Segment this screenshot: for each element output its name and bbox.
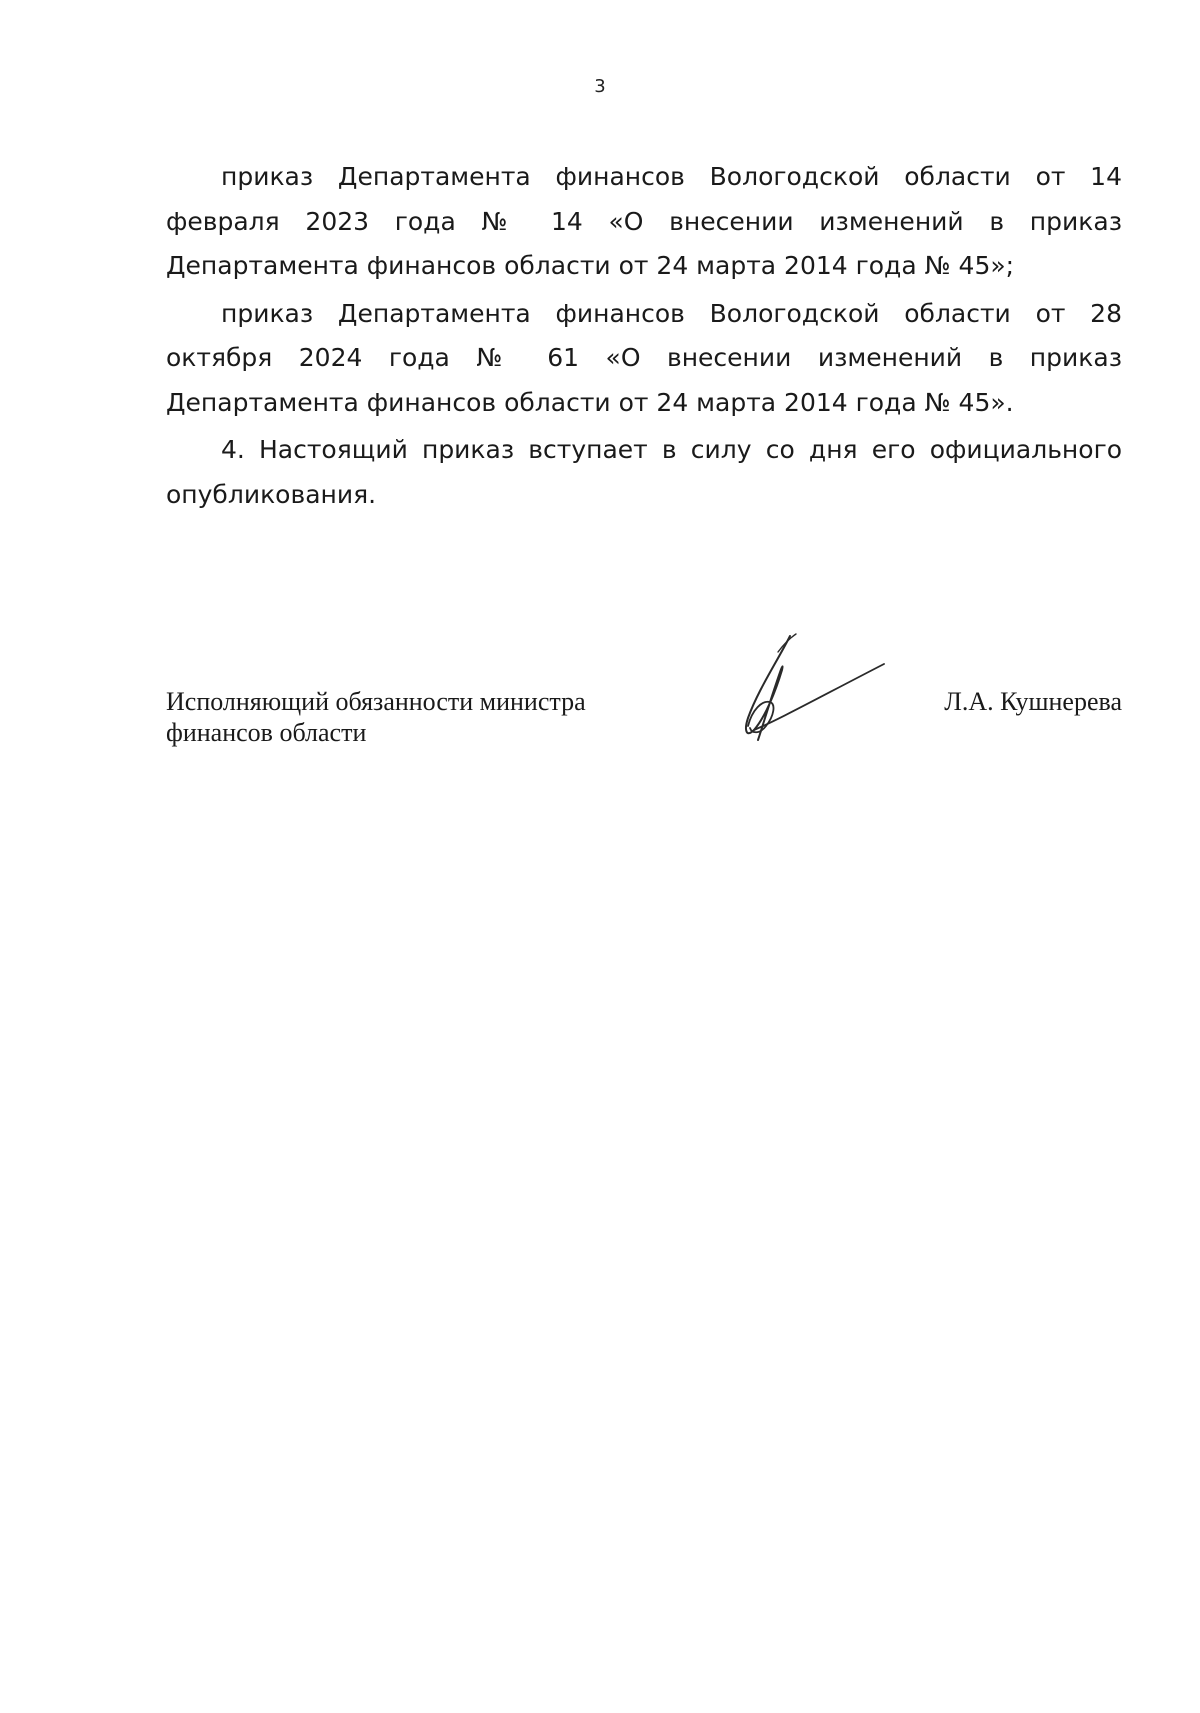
document-body xyxy=(166,155,1122,520)
signature-block xyxy=(166,686,1122,766)
signer-position xyxy=(166,686,646,748)
signer-position-line: финансов области xyxy=(166,718,367,747)
paragraph-amendment-2024: приказ Департамента финансов Вологодской области от 28 октября 2024 года № 61 «О внесении изменений в приказ Департамента финансов области от 24 марта 2014 года № 45». xyxy=(166,298,1122,417)
paragraph-effective-date: 4. Настоящий приказ вступает в силу со дня его официального опубликования. xyxy=(166,435,1122,509)
signer-position-line: Исполняющий обязанности министра xyxy=(166,687,586,716)
page-number: 3 xyxy=(594,76,606,97)
paragraph-amendment-2023: приказ Департамента финансов Вологодской области от 14 февраля 2023 года № 14 «О внесении изменений в приказ Департамента финансов области от 24 марта 2014 года № 45»; xyxy=(166,162,1122,280)
signer-name: Л.А. Кушнерева xyxy=(944,687,1122,716)
